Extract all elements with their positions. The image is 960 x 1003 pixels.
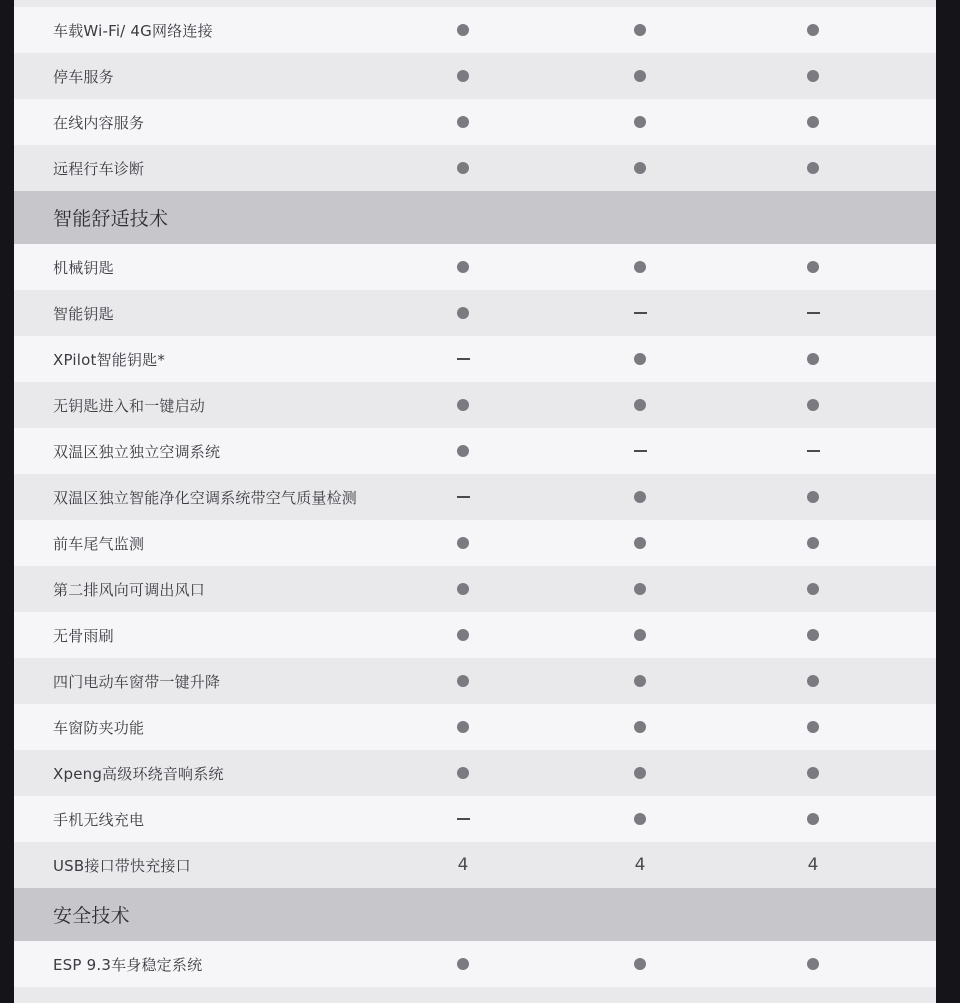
table-top-edge	[14, 0, 936, 7]
dot-icon	[807, 116, 819, 128]
dash-icon	[634, 450, 647, 452]
standard-dot-icon	[443, 520, 483, 566]
standard-dot-icon	[793, 941, 833, 987]
dot-icon	[634, 675, 646, 687]
dot-icon	[634, 813, 646, 825]
standard-dot-icon	[793, 474, 833, 520]
cell-value: 4	[634, 855, 646, 875]
not-available-dash-icon	[443, 474, 483, 520]
dot-icon	[807, 583, 819, 595]
standard-dot-icon	[793, 704, 833, 750]
section-title: 安全技术	[53, 905, 130, 927]
feature-label: 四门电动车窗带一键升降	[53, 672, 221, 691]
dot-icon	[634, 537, 646, 549]
dot-icon	[457, 116, 469, 128]
standard-dot-icon	[620, 612, 660, 658]
standard-dot-icon	[793, 612, 833, 658]
dash-icon	[807, 312, 820, 314]
dot-icon	[807, 958, 819, 970]
cell-value: 4	[457, 855, 469, 875]
feature-label: 双温区独立智能净化空调系统带空气质量检测	[53, 488, 358, 507]
standard-dot-icon	[443, 612, 483, 658]
standard-dot-icon	[620, 566, 660, 612]
standard-dot-icon	[793, 53, 833, 99]
value-cell	[443, 842, 483, 888]
dash-icon	[807, 450, 820, 452]
dot-icon	[634, 491, 646, 503]
table-row	[14, 842, 936, 888]
feature-label: XPilot智能钥匙*	[53, 350, 166, 369]
dot-icon	[457, 629, 469, 641]
table-row	[14, 53, 936, 99]
table-row	[14, 796, 936, 842]
feature-label: 无骨雨刷	[53, 626, 114, 645]
standard-dot-icon	[620, 474, 660, 520]
dot-icon	[807, 70, 819, 82]
dot-icon	[457, 583, 469, 595]
standard-dot-icon	[620, 796, 660, 842]
table-row	[14, 612, 936, 658]
standard-dot-icon	[443, 7, 483, 53]
dot-icon	[634, 958, 646, 970]
standard-dot-icon	[443, 145, 483, 191]
dot-icon	[634, 583, 646, 595]
dot-icon	[457, 958, 469, 970]
standard-dot-icon	[793, 7, 833, 53]
feature-label: Xpeng高级环绕音响系统	[53, 764, 224, 783]
dot-icon	[807, 629, 819, 641]
table-row	[14, 428, 936, 474]
standard-dot-icon	[620, 336, 660, 382]
dot-icon	[807, 767, 819, 779]
dot-icon	[807, 261, 819, 273]
standard-dot-icon	[793, 336, 833, 382]
table-row	[14, 290, 936, 336]
not-available-dash-icon	[793, 428, 833, 474]
standard-dot-icon	[620, 7, 660, 53]
feature-label: 在线内容服务	[53, 113, 145, 132]
dot-icon	[634, 162, 646, 174]
dot-icon	[807, 491, 819, 503]
dot-icon	[807, 399, 819, 411]
dash-icon	[457, 358, 470, 360]
dot-icon	[807, 162, 819, 174]
dot-icon	[807, 721, 819, 733]
dot-icon	[807, 353, 819, 365]
table-row	[14, 566, 936, 612]
feature-label: 机械钥匙	[53, 258, 114, 277]
standard-dot-icon	[443, 428, 483, 474]
standard-dot-icon	[793, 244, 833, 290]
table-row	[14, 658, 936, 704]
section-header	[14, 191, 936, 244]
dot-icon	[634, 353, 646, 365]
table-row	[14, 704, 936, 750]
standard-dot-icon	[620, 53, 660, 99]
dot-icon	[634, 261, 646, 273]
standard-dot-icon	[793, 658, 833, 704]
standard-dot-icon	[620, 244, 660, 290]
table-row	[14, 987, 936, 1003]
dot-icon	[634, 721, 646, 733]
dot-icon	[807, 537, 819, 549]
feature-label: ESP 9.3车身稳定系统	[53, 955, 203, 974]
standard-dot-icon	[793, 382, 833, 428]
table-row	[14, 750, 936, 796]
feature-label: 无钥匙进入和一键启动	[53, 396, 206, 415]
table-row	[14, 520, 936, 566]
standard-dot-icon	[443, 704, 483, 750]
dot-icon	[807, 813, 819, 825]
dot-icon	[457, 721, 469, 733]
standard-dot-icon	[620, 99, 660, 145]
section-header	[14, 888, 936, 941]
value-cell	[793, 842, 833, 888]
dash-icon	[634, 312, 647, 314]
table-row	[14, 474, 936, 520]
standard-dot-icon	[443, 658, 483, 704]
dot-icon	[634, 116, 646, 128]
standard-dot-icon	[620, 941, 660, 987]
table-row	[14, 7, 936, 53]
standard-dot-icon	[620, 382, 660, 428]
feature-label: 停车服务	[53, 67, 114, 86]
standard-dot-icon	[443, 99, 483, 145]
value-cell	[620, 842, 660, 888]
table-row	[14, 941, 936, 987]
standard-dot-icon	[793, 520, 833, 566]
table-body	[14, 7, 936, 1003]
feature-label: 手机无线充电	[53, 810, 145, 829]
dot-icon	[634, 70, 646, 82]
dash-icon	[457, 818, 470, 820]
feature-label: 智能钥匙	[53, 304, 114, 323]
dot-icon	[634, 629, 646, 641]
not-available-dash-icon	[620, 290, 660, 336]
standard-dot-icon	[620, 658, 660, 704]
feature-label: 车窗防夹功能	[53, 718, 145, 737]
standard-dot-icon	[443, 53, 483, 99]
dot-icon	[807, 24, 819, 36]
table-row	[14, 382, 936, 428]
not-available-dash-icon	[793, 290, 833, 336]
dot-icon	[457, 445, 469, 457]
feature-label: 双温区独立独立空调系统	[53, 442, 221, 461]
not-available-dash-icon	[443, 336, 483, 382]
dot-icon	[634, 767, 646, 779]
spec-table	[14, 0, 936, 1003]
feature-label: 车载Wi-Fi/ 4G网络连接	[53, 21, 213, 40]
standard-dot-icon	[443, 382, 483, 428]
dot-icon	[457, 537, 469, 549]
feature-label: 第二排风向可调出风口	[53, 580, 206, 599]
standard-dot-icon	[793, 566, 833, 612]
dot-icon	[457, 399, 469, 411]
dot-icon	[457, 70, 469, 82]
dot-icon	[457, 261, 469, 273]
dot-icon	[457, 767, 469, 779]
not-available-dash-icon	[443, 796, 483, 842]
table-row	[14, 336, 936, 382]
table-row	[14, 99, 936, 145]
standard-dot-icon	[620, 704, 660, 750]
standard-dot-icon	[443, 290, 483, 336]
feature-label: 远程行车诊断	[53, 159, 145, 178]
standard-dot-icon	[793, 750, 833, 796]
cell-value: 4	[807, 855, 819, 875]
standard-dot-icon	[620, 520, 660, 566]
standard-dot-icon	[443, 244, 483, 290]
feature-label: 前车尾气监测	[53, 534, 145, 553]
standard-dot-icon	[620, 750, 660, 796]
table-row	[14, 145, 936, 191]
standard-dot-icon	[443, 750, 483, 796]
dot-icon	[634, 399, 646, 411]
standard-dot-icon	[793, 145, 833, 191]
dot-icon	[634, 24, 646, 36]
standard-dot-icon	[620, 145, 660, 191]
standard-dot-icon	[793, 99, 833, 145]
not-available-dash-icon	[620, 428, 660, 474]
standard-dot-icon	[443, 941, 483, 987]
dot-icon	[457, 162, 469, 174]
dash-icon	[457, 496, 470, 498]
dot-icon	[457, 24, 469, 36]
feature-label: USB接口带快充接口	[53, 856, 191, 875]
dot-icon	[457, 307, 469, 319]
section-title: 智能舒适技术	[53, 208, 169, 230]
dot-icon	[807, 675, 819, 687]
standard-dot-icon	[793, 796, 833, 842]
table-row	[14, 244, 936, 290]
dot-icon	[457, 675, 469, 687]
standard-dot-icon	[443, 566, 483, 612]
